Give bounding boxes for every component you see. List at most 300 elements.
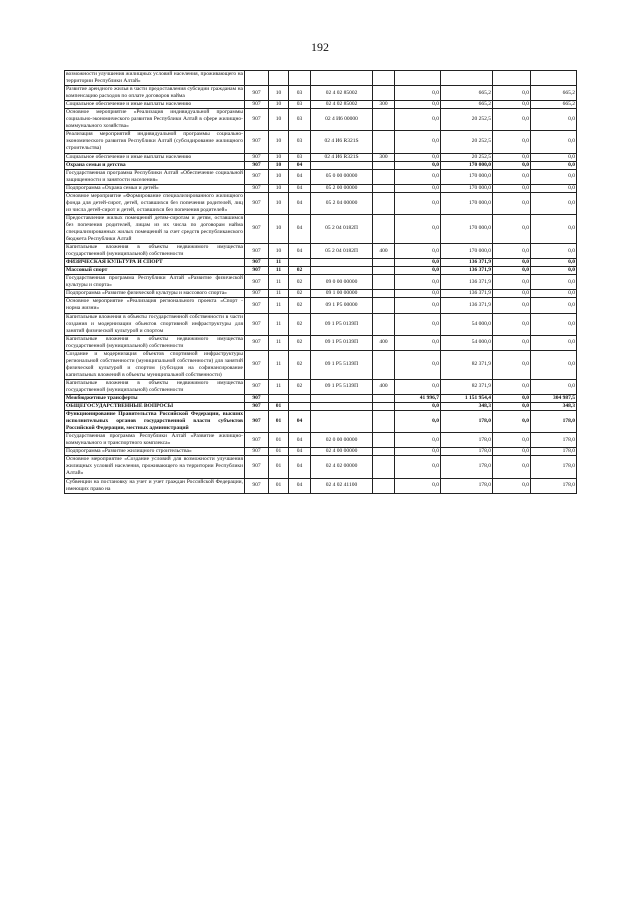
- subsection-code: 02: [289, 267, 311, 275]
- amount-1: 0,0: [395, 411, 441, 433]
- amount-4: 0,0: [531, 290, 577, 298]
- amount-3: 0,0: [493, 214, 531, 243]
- amount-1: 0,0: [395, 403, 441, 411]
- amount-1: 0,0: [395, 169, 441, 184]
- target-article-code: 09 1 P5 5139П: [311, 350, 373, 379]
- amount-3: 0,0: [493, 379, 531, 394]
- section-code: 10: [269, 101, 289, 109]
- ved-code: 907: [245, 184, 269, 192]
- section-code: 10: [269, 244, 289, 259]
- ved-code: 907: [245, 109, 269, 131]
- table-row: [65, 379, 577, 394]
- section-code: 10: [269, 169, 289, 184]
- amount-3: 0,0: [493, 267, 531, 275]
- ved-code: 907: [245, 275, 269, 290]
- target-article-code: 02 4 02 85002: [311, 101, 373, 109]
- target-article-code: 02 4 02 41100: [311, 478, 373, 493]
- subsection-code: 04: [289, 478, 311, 493]
- expense-type-code: 400: [373, 335, 395, 350]
- expense-type-code: [373, 478, 395, 493]
- ved-code: 907: [245, 335, 269, 350]
- expense-type-code: [373, 350, 395, 379]
- amount-2: 82 371,9: [441, 350, 493, 379]
- amount-2: 20 252,5: [441, 109, 493, 131]
- amount-1: 0,0: [395, 448, 441, 456]
- amount-1: 0,0: [395, 192, 441, 214]
- subsection-code: 04: [289, 448, 311, 456]
- ved-code: 907: [245, 350, 269, 379]
- amount-1: 0,0: [395, 153, 441, 161]
- subsection-code: 04: [289, 192, 311, 214]
- section-code: 10: [269, 184, 289, 192]
- table-row: [65, 456, 577, 478]
- table-row: [65, 350, 577, 379]
- target-article-code: 05 0 00 00000: [311, 169, 373, 184]
- subsection-code: 03: [289, 86, 311, 101]
- table-row: [65, 184, 577, 192]
- table-row: [65, 71, 577, 86]
- section-code: 10: [269, 131, 289, 153]
- section-code: 10: [269, 161, 289, 169]
- expense-type-code: [373, 259, 395, 267]
- amount-2: 20 252,5: [441, 153, 493, 161]
- ved-code: 907: [245, 192, 269, 214]
- amount-1: 0,0: [395, 101, 441, 109]
- expense-type-code: [373, 71, 395, 86]
- amount-3: 0,0: [493, 184, 531, 192]
- amount-2: 20 252,5: [441, 131, 493, 153]
- amount-1: 0,0: [395, 161, 441, 169]
- target-article-code: 09 0 00 00000: [311, 275, 373, 290]
- table-row: [65, 298, 577, 313]
- amount-4: 178,0: [531, 448, 577, 456]
- ved-code: 907: [245, 161, 269, 169]
- section-code: 11: [269, 290, 289, 298]
- amount-4: 178,0: [531, 411, 577, 433]
- amount-3: 0,0: [493, 290, 531, 298]
- ved-code: 907: [245, 101, 269, 109]
- target-article-code: 02 4 02 85002: [311, 86, 373, 101]
- expense-type-code: 300: [373, 101, 395, 109]
- amount-3: 0,0: [493, 244, 531, 259]
- table-row: [65, 153, 577, 161]
- row-name: Подпрограмма «Развитие физической культуры и массового спорта»: [65, 290, 245, 298]
- amount-3: 0,0: [493, 335, 531, 350]
- section-code: 01: [269, 456, 289, 478]
- row-name: ОБЩЕГОСУДАРСТВЕННЫЕ ВОПРОСЫ: [65, 403, 245, 411]
- ved-code: 907: [245, 267, 269, 275]
- ved-code: 907: [245, 433, 269, 448]
- amount-4: 0,0: [531, 350, 577, 379]
- subsection-code: 02: [289, 335, 311, 350]
- expense-type-code: [373, 313, 395, 335]
- row-name: Развитие арендного жилья в части предоставления субсидии гражданам на компенсацию расходов по оплате договоров найма: [66, 86, 243, 100]
- section-code: 01: [269, 433, 289, 448]
- amount-2: 178,0: [441, 433, 493, 448]
- target-article-code: 02 4 02 00000: [311, 456, 373, 478]
- expense-type-code: 300: [373, 153, 395, 161]
- amount-3: 0,0: [493, 403, 531, 411]
- amount-4: 0,0: [531, 259, 577, 267]
- amount-2: 136 371,9: [441, 290, 493, 298]
- amount-3: 0,0: [493, 411, 531, 433]
- row-name: Капитальные вложения в объекты недвижимого имущества государственной (муниципальной) собственности: [66, 335, 243, 349]
- budget-table-body: [65, 71, 577, 494]
- subsection-code: [289, 259, 311, 267]
- target-article-code: [311, 267, 373, 275]
- ved-code: 907: [245, 214, 269, 243]
- row-name: Основное мероприятие «Формирование специализированного жилищного фонда для детей-сирот, детей, оставшихся без попечения родителей, лиц из числа детей-сирот и детей, оставшихся без попечения родителей»: [66, 192, 243, 213]
- section-code: 10: [269, 86, 289, 101]
- ved-code: 907: [245, 298, 269, 313]
- target-article-code: 02 4 И6 R321S: [311, 131, 373, 153]
- section-code: 01: [269, 403, 289, 411]
- ved-code: 907: [245, 169, 269, 184]
- amount-2: [441, 71, 493, 86]
- expense-type-code: [373, 86, 395, 101]
- amount-1: 0,0: [395, 379, 441, 394]
- row-name: Подпрограмма «Развитие жилищного строительства»: [65, 448, 245, 456]
- ved-code: 907: [245, 456, 269, 478]
- amount-3: 0,0: [493, 192, 531, 214]
- amount-1: 41 996,7: [395, 395, 441, 403]
- subsection-code: 02: [289, 350, 311, 379]
- amount-1: 0,0: [395, 456, 441, 478]
- table-row: [65, 395, 577, 403]
- amount-2: 665,2: [441, 101, 493, 109]
- table-row: [65, 192, 577, 214]
- amount-3: 0,0: [493, 350, 531, 379]
- expense-type-code: [373, 161, 395, 169]
- row-name: Предоставление жилых помещений детям-сиротам и детям, оставшимся без попечения родителей, лицам из их числа по договорам найма специализированных жилых помещений за счет средств республиканского бюджета Республики Алтай: [66, 214, 243, 243]
- subsection-code: 03: [289, 101, 311, 109]
- section-code: 11: [269, 335, 289, 350]
- amount-1: 0,0: [395, 478, 441, 493]
- row-name: возможности улучшения жилищных условий населения, проживающего на территории Республики Алтай»: [66, 71, 243, 85]
- table-row: [65, 259, 577, 267]
- amount-4: 0,0: [531, 109, 577, 131]
- target-article-code: [311, 161, 373, 169]
- expense-type-code: [373, 290, 395, 298]
- subsection-code: 02: [289, 379, 311, 394]
- amount-2: 82 371,9: [441, 379, 493, 394]
- amount-2: 178,0: [441, 456, 493, 478]
- amount-2: 665,2: [441, 86, 493, 101]
- target-article-code: 05 2 04 0182П: [311, 244, 373, 259]
- ved-code: [245, 71, 269, 86]
- amount-4: 0,0: [531, 214, 577, 243]
- row-name: Капитальные вложения в объекты государственной собственности в части создания и модернизации объектов спортивной инфраструктуры для занятий физической культурой и спортом: [66, 313, 243, 334]
- expense-type-code: [373, 456, 395, 478]
- amount-3: 0,0: [493, 153, 531, 161]
- table-row: [65, 214, 577, 243]
- subsection-code: 04: [289, 244, 311, 259]
- table-row: [65, 448, 577, 456]
- amount-2: 348,3: [441, 403, 493, 411]
- subsection-code: 02: [289, 313, 311, 335]
- amount-3: [493, 71, 531, 86]
- row-name: Основное мероприятие «Реализация индивидуальной программы социально-экономического развития Республики Алтай в сфере жилищно-коммунального хозяйства»: [66, 109, 243, 130]
- row-name: Межбюджетные трансферты: [65, 395, 245, 403]
- section-code: [269, 71, 289, 86]
- subsection-code: 04: [289, 214, 311, 243]
- ved-code: 907: [245, 131, 269, 153]
- amount-2: 178,0: [441, 448, 493, 456]
- ved-code: 907: [245, 153, 269, 161]
- table-row: [65, 161, 577, 169]
- page-number: 192: [311, 40, 329, 54]
- row-name: Создание и модернизация объектов спортивной инфраструктуры региональной собственности (муниципальной собственности) для занятий физической культурой и спортом (субсидия на софинансирование капитальных вложений в объекты муниципальной собственности): [66, 350, 243, 378]
- amount-1: 0,0: [395, 290, 441, 298]
- amount-1: 0,0: [395, 86, 441, 101]
- subsection-code: 04: [289, 184, 311, 192]
- amount-1: 0,0: [395, 267, 441, 275]
- section-code: 11: [269, 298, 289, 313]
- section-code: 11: [269, 350, 289, 379]
- expense-type-code: [373, 267, 395, 275]
- amount-2: 136 371,9: [441, 275, 493, 290]
- row-name: Государственная программа Республики Алтай «Развитие физической культуры и спорта»: [66, 275, 243, 289]
- row-name: Государственная программа Республики Алтай «Развитие жилищно-коммунального и транспортного комплекса»: [66, 433, 243, 447]
- amount-3: 0,0: [493, 456, 531, 478]
- ved-code: 907: [245, 411, 269, 433]
- row-name: Реализация мероприятий индивидуальной программы социально-экономического развития Республики Алтай (субсидирование жилищного строительства): [66, 131, 243, 152]
- row-name: Капитальные вложения в объекты недвижимого имущества государственной (муниципальной) собственности: [66, 379, 243, 393]
- amount-4: 0,0: [531, 275, 577, 290]
- expense-type-code: [373, 395, 395, 403]
- subsection-code: 03: [289, 153, 311, 161]
- section-code: 11: [269, 259, 289, 267]
- expense-type-code: [373, 298, 395, 313]
- section-code: 10: [269, 192, 289, 214]
- row-name: Капитальные вложения в объекты недвижимого имущества государственной (муниципальной) собственности: [66, 244, 243, 258]
- table-row: [65, 433, 577, 448]
- subsection-code: 02: [289, 298, 311, 313]
- subsection-code: 03: [289, 131, 311, 153]
- amount-4: 0,0: [531, 313, 577, 335]
- target-article-code: 05 2 04 0182П: [311, 214, 373, 243]
- amount-4: 0,0: [531, 379, 577, 394]
- amount-4: 0,0: [531, 153, 577, 161]
- amount-4: 0,0: [531, 131, 577, 153]
- subsection-code: 04: [289, 411, 311, 433]
- table-row: [65, 244, 577, 259]
- target-article-code: 09 1 P5 0139П: [311, 313, 373, 335]
- amount-1: 0,0: [395, 131, 441, 153]
- amount-1: 0,0: [395, 298, 441, 313]
- table-row: [65, 478, 577, 493]
- amount-1: 0,0: [395, 275, 441, 290]
- subsection-code: [289, 403, 311, 411]
- amount-2: 178,0: [441, 411, 493, 433]
- table-row: [65, 313, 577, 335]
- subsection-code: 02: [289, 290, 311, 298]
- amount-1: 0,0: [395, 313, 441, 335]
- target-article-code: 05 2 00 00000: [311, 184, 373, 192]
- amount-3: 0,0: [493, 313, 531, 335]
- amount-1: 0,0: [395, 335, 441, 350]
- amount-2: 54 000,0: [441, 335, 493, 350]
- section-code: [269, 395, 289, 403]
- amount-3: 0,0: [493, 109, 531, 131]
- amount-1: 0,0: [395, 184, 441, 192]
- table-row: [65, 275, 577, 290]
- amount-3: 0,0: [493, 448, 531, 456]
- amount-1: 0,0: [395, 259, 441, 267]
- amount-4: 0,0: [531, 267, 577, 275]
- amount-1: 0,0: [395, 244, 441, 259]
- section-code: 10: [269, 109, 289, 131]
- amount-3: 0,0: [493, 101, 531, 109]
- amount-4: [531, 71, 577, 86]
- expense-type-code: [373, 448, 395, 456]
- expense-type-code: [373, 131, 395, 153]
- amount-2: 136 371,9: [441, 298, 493, 313]
- section-code: 01: [269, 411, 289, 433]
- amount-2: 170 000,0: [441, 161, 493, 169]
- row-name: ФИЗИЧЕСКАЯ КУЛЬТУРА И СПОРТ: [65, 259, 245, 267]
- amount-2: 170 000,0: [441, 169, 493, 184]
- subsection-code: 04: [289, 433, 311, 448]
- amount-4: 0,0: [531, 169, 577, 184]
- subsection-code: [289, 71, 311, 86]
- target-article-code: 09 1 P5 0139П: [311, 335, 373, 350]
- section-code: 11: [269, 267, 289, 275]
- target-article-code: 02 4 00 00000: [311, 448, 373, 456]
- amount-2: 170 000,0: [441, 184, 493, 192]
- amount-2: 1 151 954,4: [441, 395, 493, 403]
- expense-type-code: [373, 275, 395, 290]
- target-article-code: 02 0 00 00000: [311, 433, 373, 448]
- amount-2: 178,0: [441, 478, 493, 493]
- row-name: Массовый спорт: [65, 267, 245, 275]
- ved-code: 907: [245, 448, 269, 456]
- row-name: Социальное обеспечение и иные выплаты населению: [65, 153, 245, 161]
- expense-type-code: 400: [373, 244, 395, 259]
- ved-code: 907: [245, 379, 269, 394]
- amount-4: 348,3: [531, 403, 577, 411]
- target-article-code: [311, 259, 373, 267]
- expense-type-code: [373, 411, 395, 433]
- subsection-code: 04: [289, 169, 311, 184]
- amount-1: 0,0: [395, 109, 441, 131]
- subsection-code: 03: [289, 109, 311, 131]
- table-row: [65, 267, 577, 275]
- amount-4: 178,0: [531, 433, 577, 448]
- amount-3: 0,0: [493, 395, 531, 403]
- amount-1: 0,0: [395, 433, 441, 448]
- target-article-code: 09 1 P5 5139П: [311, 379, 373, 394]
- expense-type-code: [373, 184, 395, 192]
- expense-type-code: [373, 192, 395, 214]
- amount-3: 0,0: [493, 131, 531, 153]
- amount-4: 665,2: [531, 86, 577, 101]
- amount-4: 665,2: [531, 101, 577, 109]
- section-code: 11: [269, 313, 289, 335]
- table-row: [65, 290, 577, 298]
- table-row: [65, 101, 577, 109]
- row-name: Охрана семьи и детства: [65, 161, 245, 169]
- amount-4: 178,0: [531, 478, 577, 493]
- amount-2: 170 000,0: [441, 192, 493, 214]
- table-row: [65, 169, 577, 184]
- target-article-code: 09 1 00 00000: [311, 290, 373, 298]
- target-article-code: 02 4 И6 R321S: [311, 153, 373, 161]
- row-name: Социальное обеспечение и иные выплаты населению: [65, 101, 245, 109]
- section-code: 11: [269, 379, 289, 394]
- section-code: 01: [269, 478, 289, 493]
- amount-1: 0,0: [395, 350, 441, 379]
- subsection-code: [289, 395, 311, 403]
- amount-3: 0,0: [493, 86, 531, 101]
- table-row: [65, 86, 577, 101]
- amount-1: 0,0: [395, 214, 441, 243]
- amount-4: 0,0: [531, 161, 577, 169]
- table-row: [65, 109, 577, 131]
- amount-3: 0,0: [493, 298, 531, 313]
- target-article-code: [311, 71, 373, 86]
- ved-code: 907: [245, 290, 269, 298]
- ved-code: 907: [245, 244, 269, 259]
- ved-code: 907: [245, 86, 269, 101]
- target-article-code: [311, 395, 373, 403]
- section-code: 01: [269, 448, 289, 456]
- amount-3: 0,0: [493, 433, 531, 448]
- expense-type-code: 400: [373, 379, 395, 394]
- expense-type-code: [373, 169, 395, 184]
- amount-4: 0,0: [531, 335, 577, 350]
- amount-2: 136 371,9: [441, 259, 493, 267]
- subsection-code: 04: [289, 161, 311, 169]
- expense-type-code: [373, 109, 395, 131]
- ved-code: 907: [245, 478, 269, 493]
- row-name: Государственная программа Республики Алтай «Обеспечение социальной защищенности и занятости населения»: [66, 169, 243, 183]
- amount-2: 170 000,0: [441, 214, 493, 243]
- row-name: Функционирование Правительства Российской Федерации, высших исполнительных органов государственной власти субъектов Российской Федерации, местных администраций: [66, 411, 243, 432]
- target-article-code: 05 2 04 00000: [311, 192, 373, 214]
- subsection-code: 04: [289, 456, 311, 478]
- target-article-code: 09 1 P5 00000: [311, 298, 373, 313]
- expense-type-code: [373, 403, 395, 411]
- amount-3: 0,0: [493, 259, 531, 267]
- row-name: Субвенции на постановку на учет и учет граждан Российской Федерации, имеющих право на: [66, 478, 243, 492]
- amount-4: 0,0: [531, 244, 577, 259]
- table-row: [65, 131, 577, 153]
- section-code: 10: [269, 153, 289, 161]
- ved-code: 907: [245, 395, 269, 403]
- amount-4: 0,0: [531, 298, 577, 313]
- table-row: [65, 411, 577, 433]
- row-name: Основное мероприятие «Создание условий для возможности улучшения жилищных условий населения, проживающего на территории Республики Алтай»: [66, 456, 243, 477]
- target-article-code: [311, 403, 373, 411]
- expense-type-code: [373, 433, 395, 448]
- section-code: 11: [269, 275, 289, 290]
- target-article-code: 02 4 И6 00000: [311, 109, 373, 131]
- expense-type-code: [373, 214, 395, 243]
- amount-3: 0,0: [493, 161, 531, 169]
- target-article-code: [311, 411, 373, 433]
- row-name: Подпрограмма «Охрана семьи и детей»: [65, 184, 245, 192]
- table-row: [65, 335, 577, 350]
- amount-4: 0,0: [531, 192, 577, 214]
- amount-3: 0,0: [493, 478, 531, 493]
- amount-4: 178,0: [531, 456, 577, 478]
- amount-4: 304 987,5: [531, 395, 577, 403]
- budget-table: [64, 70, 577, 494]
- table-row: [65, 403, 577, 411]
- row-name: Основное мероприятие «Реализация регионального проекта «Спорт - норма жизни»: [66, 298, 243, 312]
- amount-2: 136 371,9: [441, 267, 493, 275]
